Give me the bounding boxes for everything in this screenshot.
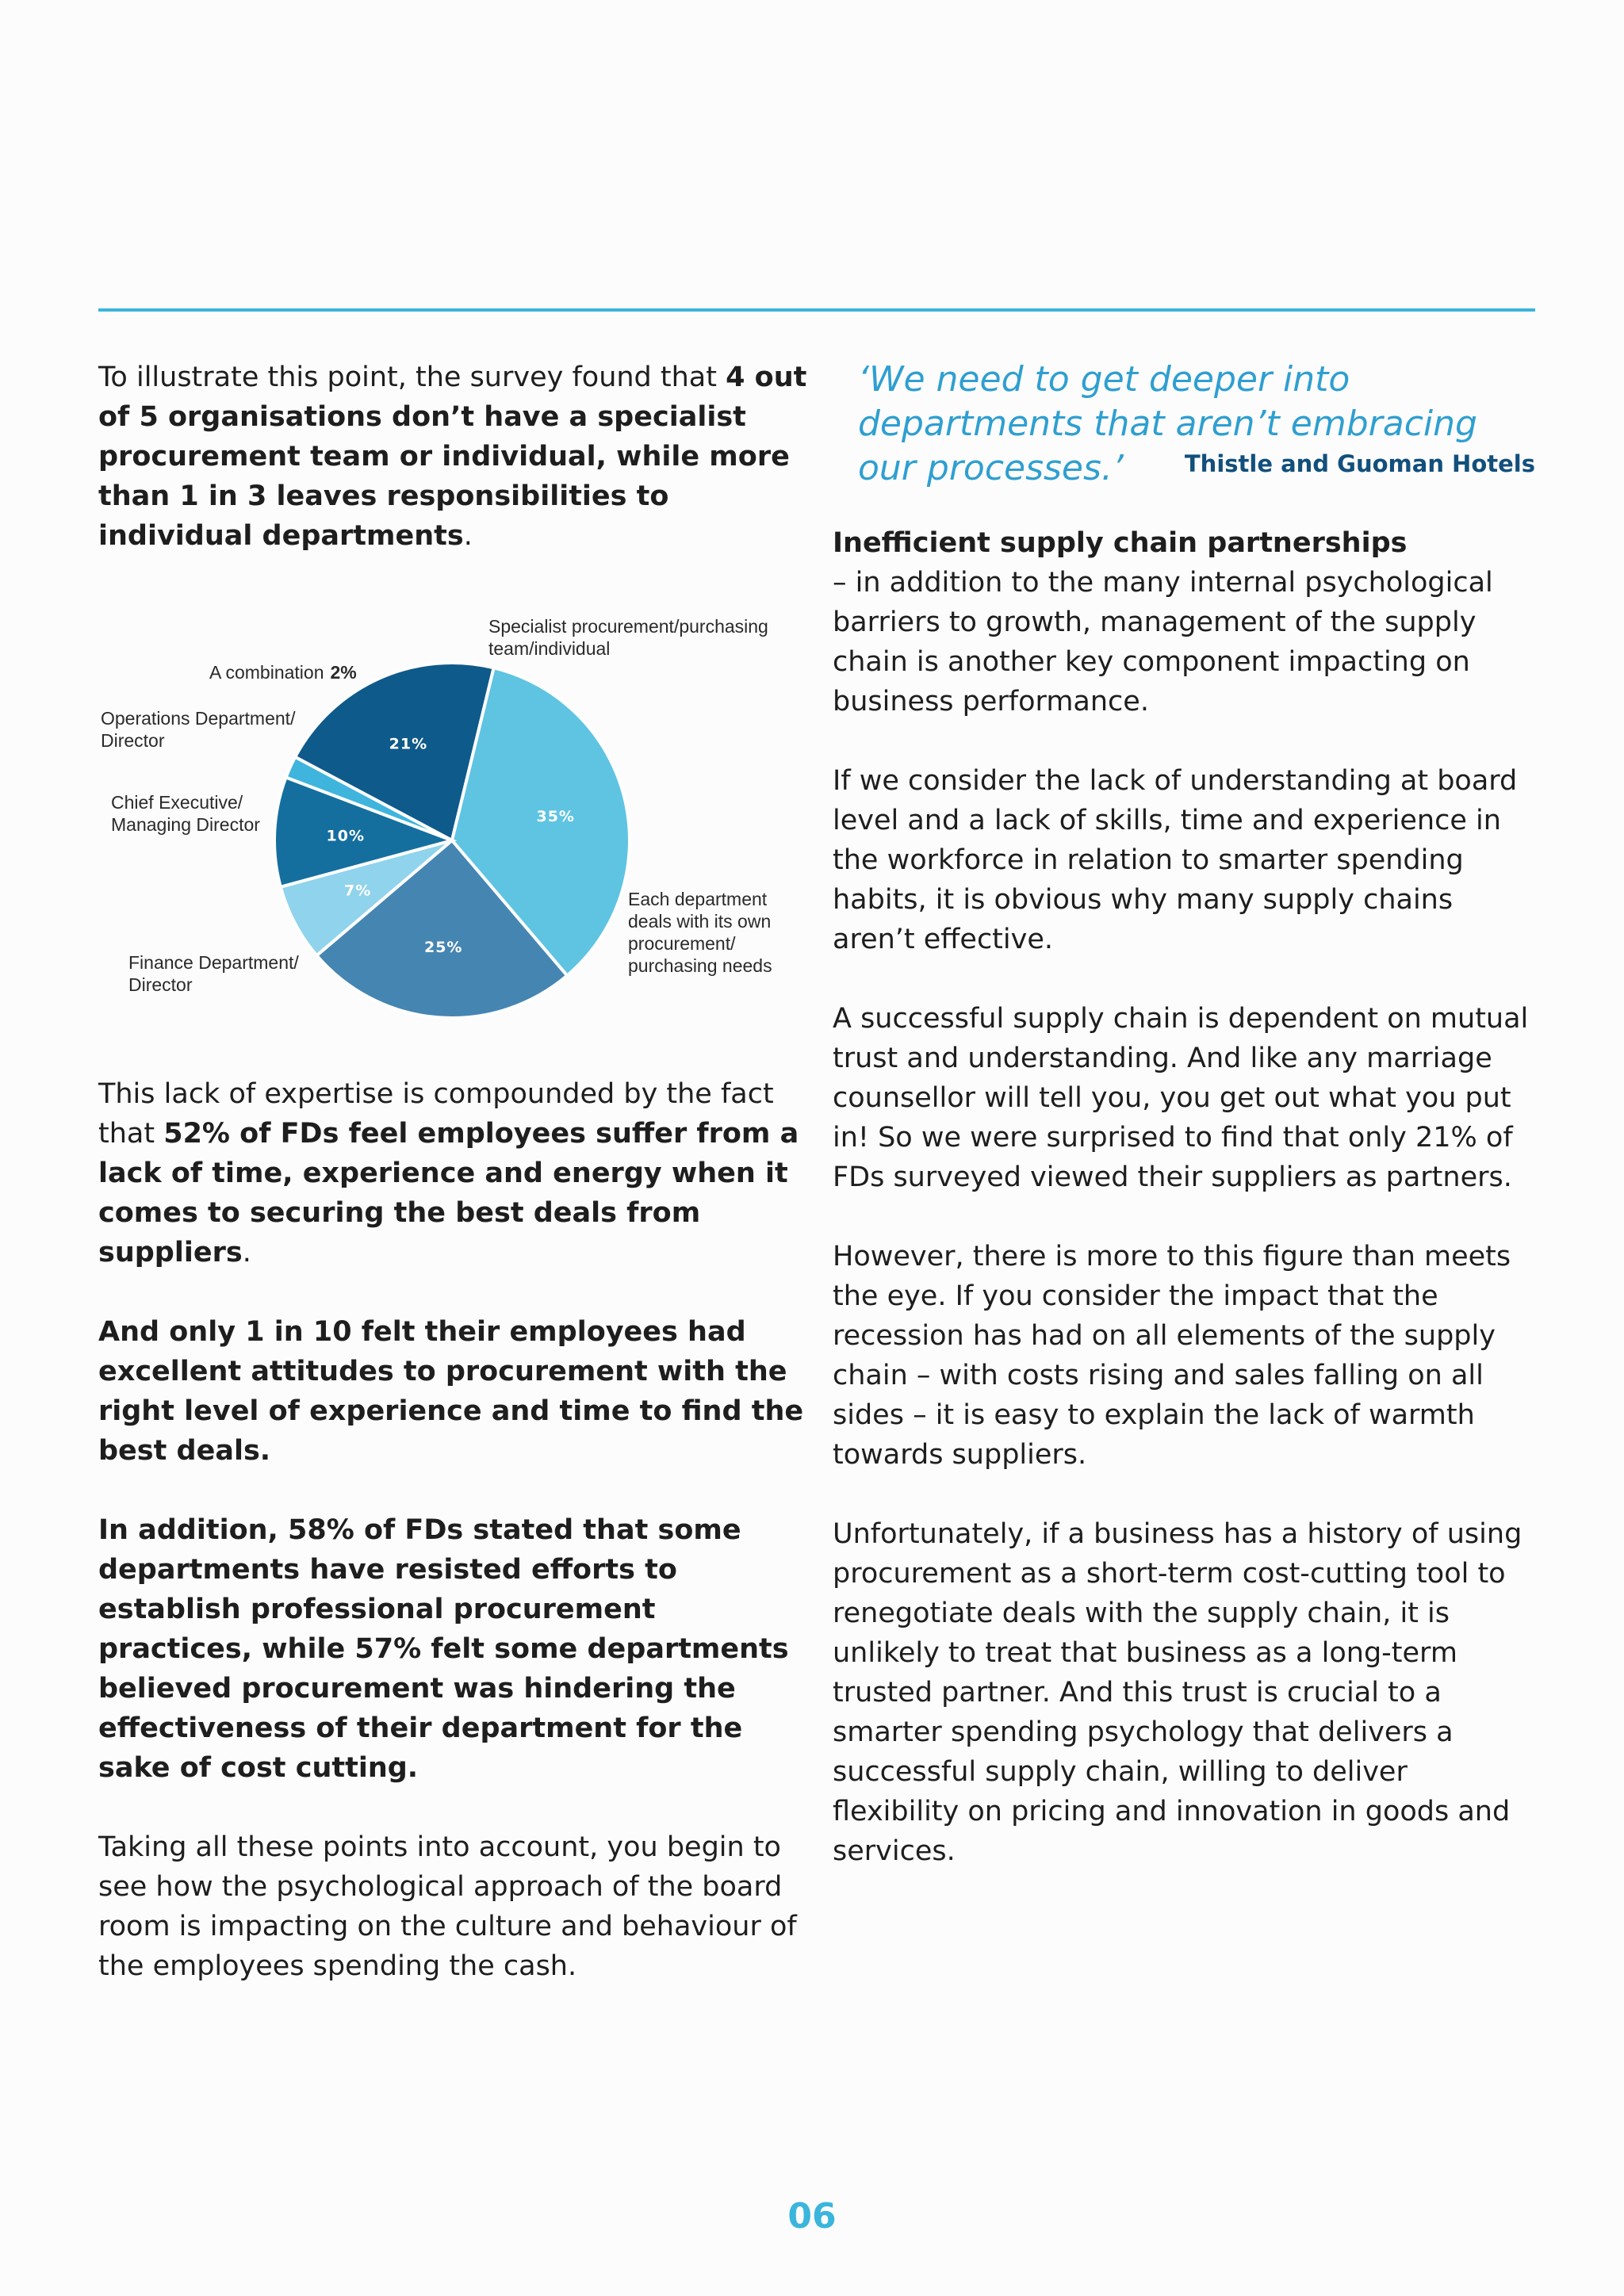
expertise-paragraph: [98, 1074, 812, 1272]
attitudes-bold: And only 1 in 10 felt their employees had excellent attitudes to procurement with the right level of experience and time to find the best deals.: [98, 1316, 804, 1467]
pie-value-label: 10%: [326, 827, 366, 845]
pie-value-label: 25%: [423, 938, 463, 956]
page-number: 06: [787, 2196, 837, 2237]
resisted-paragraph: [98, 1510, 812, 1788]
intro-lead: To illustrate this point, the survey found that: [98, 362, 717, 393]
recession-paragraph: However, there is more to this figure than meets the eye. If you consider the impact that the recession has had on all elements of the supply chain – with costs rising and sales falling on all sides – it is easy to explain the lack of warmth towards suppliers.: [833, 1241, 1511, 1471]
board-paragraph: If we consider the lack of understanding at board level and a lack of skills, time and experience in the workforce in relation to smarter spending habits, it is obvious why many supply chains aren’t effective.: [833, 765, 1518, 955]
procurement-responsibility-pie-chart: [98, 603, 812, 1031]
supply-text: – in addition to the many internal psychological barriers to growth, management of the supply chain is another key component impacting on business performance.: [833, 567, 1493, 718]
account-paragraph: Taking all these points into account, you begin to see how the psychological approach of the board room is impacting on the culture and behaviour of the employees spending the cash.: [98, 1831, 797, 1982]
left-column-text: [98, 1074, 812, 2026]
right-column-text: [833, 523, 1530, 1911]
pie-category-label: Chief Executive/ Managing Director: [111, 792, 260, 835]
intro-paragraph: [98, 358, 812, 595]
expertise-end: .: [242, 1237, 251, 1269]
pie-category-label: Finance Department/ Director: [128, 952, 299, 995]
pie-value-label: 35%: [536, 807, 575, 825]
intro-end: .: [463, 520, 473, 552]
trust-paragraph: A successful supply chain is dependent on mutual trust and understanding. And like any marriage counsellor will tell you, you get out what you put in! So we were surprised to find that only 21% of FDs surveyed viewed their suppliers as partners.: [833, 1003, 1529, 1193]
pie-category-label: A combination 2%: [209, 662, 357, 683]
attitudes-paragraph: [98, 1312, 812, 1471]
quote-source: Thistle and Guoman Hotels: [1184, 450, 1535, 477]
pie-value-label: 21%: [389, 735, 428, 753]
supply-paragraph: [833, 523, 1530, 721]
intro-bold: 4 out of 5 organisations don’t have a specialist procurement team or individual, while more than 1 in 3 leaves responsibilities to individual departments: [98, 362, 807, 552]
expertise-bold: 52% of FDs feel employees suffer from a lack of time, experience and energy when it comes to securing the best deals from suppliers: [98, 1118, 799, 1269]
header-rule: [98, 308, 1535, 312]
pie-category-label: Each department deals with its own procurement/ purchasing needs: [628, 889, 772, 976]
pie-category-label: Specialist procurement/purchasing team/individual: [488, 616, 768, 659]
pull-quote: ‘We need to get deeper into departments that aren’t embracing our processes.’: [858, 359, 1477, 488]
expertise-lead: This lack of expertise is compounded by the fact that: [98, 1078, 774, 1150]
history-paragraph: Unfortunately, if a business has a history of using procurement as a short-term cost-cutting tool to renegotiate deals with the supply chain, it is unlikely to treat that business as a long-term trusted partner. And this trust is crucial to a smarter spending psychology that delivers a successful supply chain, willing to deliver flexibility on pricing and innovation in goods and services.: [833, 1518, 1522, 1867]
supply-heading: Inefficient supply chain partnerships: [833, 527, 1408, 559]
resisted-bold: In addition, 58% of FDs stated that some departments have resisted efforts to establish professional procurement practices, while 57% felt some departments believed procurement was hindering the effectiveness of their department for the sake of cost cutting.: [98, 1514, 789, 1784]
pie-category-label: Operations Department/ Director: [101, 708, 296, 751]
pie-svg: [98, 603, 812, 1031]
pie-value-label: 7%: [343, 882, 372, 900]
